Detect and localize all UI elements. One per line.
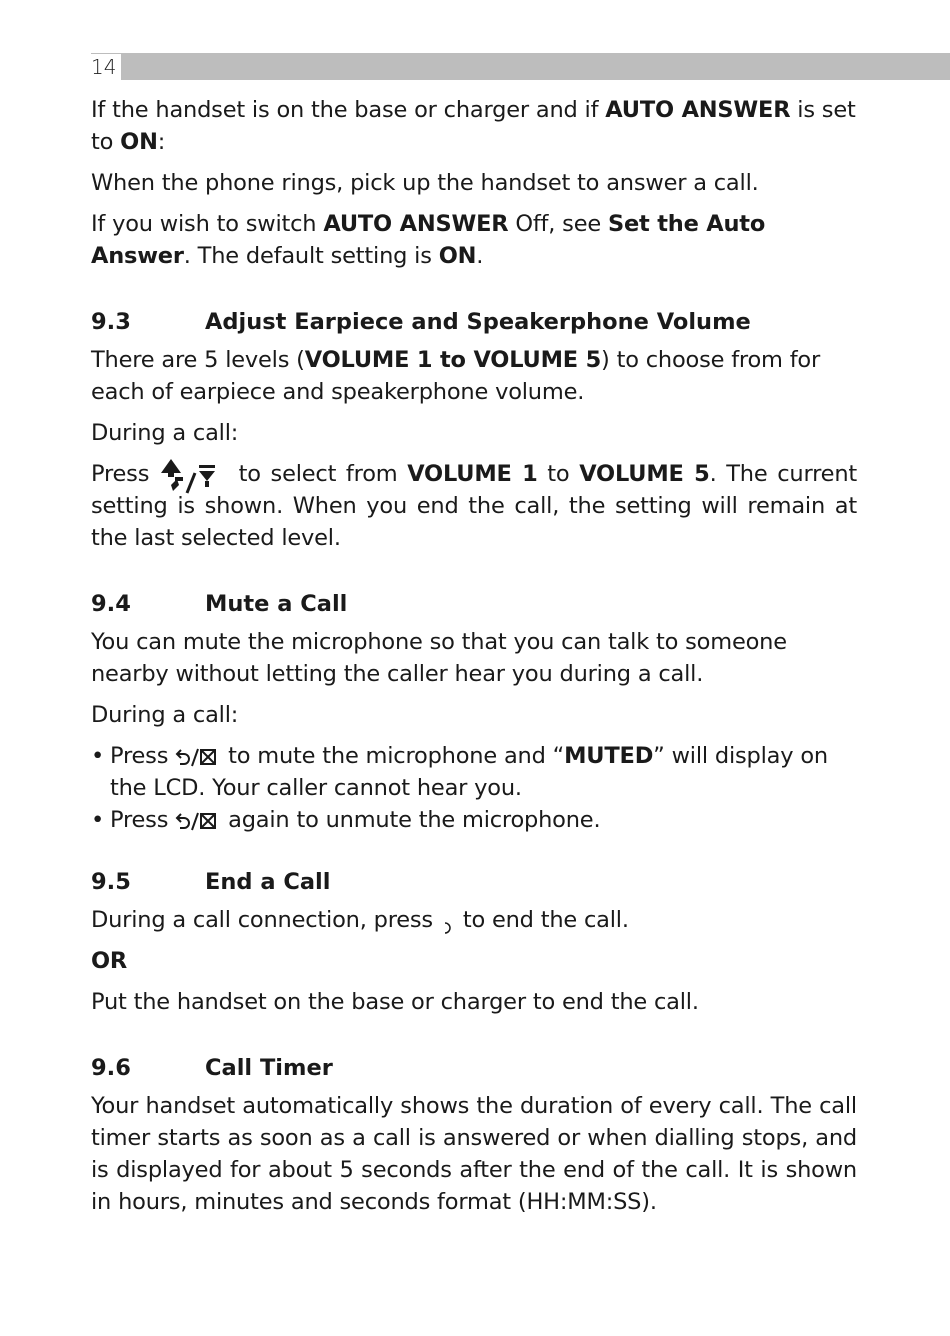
page-number: 14 bbox=[91, 54, 121, 80]
intro-paragraph-1: If the handset is on the base or charger and if AUTO ANSWER is set to ON: bbox=[91, 97, 856, 155]
section-9-5-heading: 9.5 End a Call bbox=[91, 869, 331, 895]
intro-paragraph-2: When the phone rings, pick up the handset to answer a call. bbox=[91, 170, 759, 196]
header-bar bbox=[91, 53, 950, 80]
section-9-5-paragraph-2: Put the handset on the base or charger to end the call. bbox=[91, 989, 699, 1015]
section-9-3-paragraph-3: Press to select from VOLUME 1 to VOLUME 5. The current setting is shown. When you end the call, the setting will remain at the last selected level. bbox=[91, 458, 857, 554]
up-down-arrow-icon bbox=[159, 455, 229, 495]
back-mute-key-icon bbox=[175, 746, 221, 768]
section-9-6-heading: 9.6 Call Timer bbox=[91, 1055, 333, 1081]
page-content bbox=[91, 94, 857, 1218]
section-9-6-paragraph-1: Your handset automatically shows the duration of every call. The call timer starts as soon as a call is answered or when dialling stops, and is displayed for about 5 seconds after the end of the call. It is shown in hours, minutes and seconds format (HH:MM:SS). bbox=[91, 1093, 857, 1215]
intro-paragraph-3: If you wish to switch AUTO ANSWER Off, see Set the Auto Answer. The default setting is ON. bbox=[91, 211, 766, 269]
section-9-4-heading: 9.4 Mute a Call bbox=[91, 591, 348, 617]
section-9-3-paragraph-1: There are 5 levels (VOLUME 1 to VOLUME 5) to choose from for each of earpiece and speakerphone volume. bbox=[91, 347, 821, 405]
back-mute-key-icon bbox=[175, 810, 221, 832]
section-9-4-bullet-list bbox=[91, 740, 857, 836]
list-item: • Press to mute the microphone and “MUTED” will display on the LCD. Your caller cannot hear you. bbox=[91, 743, 828, 801]
section-9-5-paragraph-1: During a call connection, press to end the call. bbox=[91, 907, 629, 933]
section-9-4-paragraph-2: During a call: bbox=[91, 702, 239, 728]
end-call-icon bbox=[440, 913, 456, 935]
section-9-3-heading: 9.3 Adjust Earpiece and Speakerphone Volume bbox=[91, 309, 751, 335]
list-item: • Press again to unmute the microphone. bbox=[91, 807, 601, 833]
section-9-4-paragraph-1: You can mute the microphone so that you can talk to someone nearby without letting the caller hear you during a call. bbox=[91, 629, 787, 687]
section-9-3-paragraph-2: During a call: bbox=[91, 420, 239, 446]
section-9-5-or: OR bbox=[91, 948, 128, 974]
